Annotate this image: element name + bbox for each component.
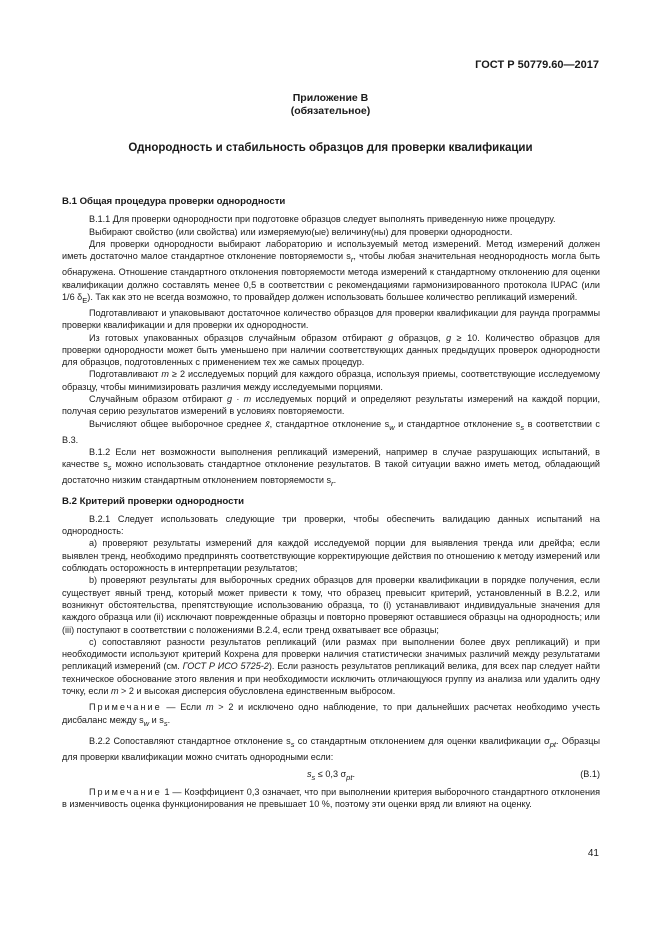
standard-number: ГОСТ Р 50779.60—2017: [475, 59, 599, 71]
document-body: [62, 196, 600, 811]
formula-b1: [62, 768, 600, 781]
list-item: а) проверяют результаты измерений для каждой исследуемой порции для выявления тренда или дрейфа; если выявлен тренд, необходимо предпринять соответствующие корректирующие действия по отношению к методу измерений или соблюдать осторожность в интерпретации результатов;: [62, 538, 600, 574]
list-item: b) проверяют результаты для выборочных средних образцов для проверки квалификации в порядке получения, если существует явный тренд, который может привести к тому, что образец превысит критерий, установленный в В.2.2, или возникнут обстоятельства, препятствующие использованию образца, то (i) устанавливают индивидуальные значения для каждого образца или (ii) исключают поврежденные образцы и повторно проверяют оставшиеся образцы на однородность; или (iii) поступают в соответствии с положениями В.2.4, если тренд охватывает все образцы;: [62, 575, 600, 635]
formula-number: (В.1): [580, 769, 600, 780]
annex-status: (обязательное): [290, 105, 371, 117]
paragraph: В.2.1 Следует использовать следующие три проверки, чтобы обеспечить валидацию данных испытаний на однородность:: [62, 513, 600, 537]
paragraph: В.1.2 Если нет возможности выполнения репликаций измерений, например в случае разрушающих испытаний, в качестве $s_s$ можно использовать стандартное отклонение результатов. В такой ситуации важно иметь метод, обладающий достаточно низким стандартным отклонением повторяемости $s_r$.: [62, 447, 601, 489]
note: Примечание 1 — Коэффициент 0,3 означает, что при выполнении критерия выборочного стандартного отклонения в изменчивость оценка функционирования не превышает 10 %, поэтому эти оценки вряд ли влияют на оценку.: [62, 787, 600, 810]
section-heading-b2: В.2 Критерий проверки однородности: [62, 495, 245, 507]
note: Примечание — Если m > 2 и исключено одно наблюдение, то при дальнейших расчетах необходимо учесть дисбаланс между $s_w$ и $s_s$.: [62, 702, 600, 728]
paragraph: Подготавливают m ≥ 2 исследуемых порций для каждого образца, используя приемы, соответствующие исследуемому образцу, чтобы минимизировать различия между исследуемыми порциями.: [62, 369, 600, 392]
annex-title: Приложение В: [292, 92, 369, 104]
document-title: Однородность и стабильность образцов для проверки квалификации: [128, 142, 533, 154]
paragraph: Выбирают свойство (или свойства) или измеряемую(ые) величину(ны) для проверки однородности.: [89, 226, 513, 237]
annex-heading: [62, 92, 599, 118]
paragraph: В.1.1 Для проверки однородности при подготовке образцов следует выполнять приведенную ниже процедуру.: [89, 214, 556, 225]
paragraph: Для проверки однородности выбирают лабораторию и используемый метод измерений. Метод измерений должен иметь достаточно малое стандартное отклонение повторяемости $s_r$, чтобы любая значительная неоднородность могла быть обнаружена. Отношение стандартного отклонения повторяемости метода измерений к стандартному отклонению для оценки квалификации должно составлять менее 0,5 в соответствии с рекомендациями гармонизированного протокола IUPAC (или 1/6 $\delta_E$). Так как это не всегда возможно, то провайдер должен использовать большее количество репликаций измерений.: [62, 238, 600, 305]
section-heading-b1: В.1 Общая процедура проверки однородности: [62, 196, 286, 207]
formula-expression: $s_s \le 0,3$ $\sigma_{pt}$.: [306, 769, 356, 782]
paragraph: В.2.2 Сопоставляют стандартное отклонение $s_s$ со стандартным отклонением для оценки квалификации $\sigma_{pt}$. Образцы для проверки квалификации можно считать однородными если:: [62, 735, 601, 762]
page-number: 41: [587, 848, 599, 859]
list-item: с) сопоставляют разности результатов репликаций (или размах при выполнении более двух репликаций) и при необходимости используют критерий Кохрена для проверки наличия статистически значимых различий между результатами репликаций измерений (см. ГОСТ Р ИСО 5725-2). Если разность результатов репликаций велика, для всех пар следует найти техническое обоснование этого явления и при необходимости исключить отличающуюся группу из анализа или удалить одну точку, если m > 2 и высокая дисперсия обусловлена единственным выбросом.: [62, 636, 600, 697]
paragraph: Случайным образом отбирают g · m исследуемых порций и определяют результаты измерений на каждой порции, получая серию результатов измерений в условиях повторяемости.: [62, 394, 600, 417]
paragraph: Вычисляют общее выборочное среднее x̄, стандартное отклонение $s_w$ и стандартное отклонение $s_s$ в соответствии с В.3.: [62, 418, 600, 445]
paragraph: Подготавливают и упаковывают достаточное количество образцов для проверки квалификации для раунда программы проверки квалификации и для проверки их однородности.: [62, 308, 600, 331]
paragraph: Из готовых упакованных образцов случайным образом отбирают g образцов, g ≥ 10. Количество образцов для проверки однородности может быть уменьшено при наличии соответствующих данных предыдущих проверок однородности для образцов, подготовленных с применением тех же самых процедур.: [62, 332, 600, 368]
